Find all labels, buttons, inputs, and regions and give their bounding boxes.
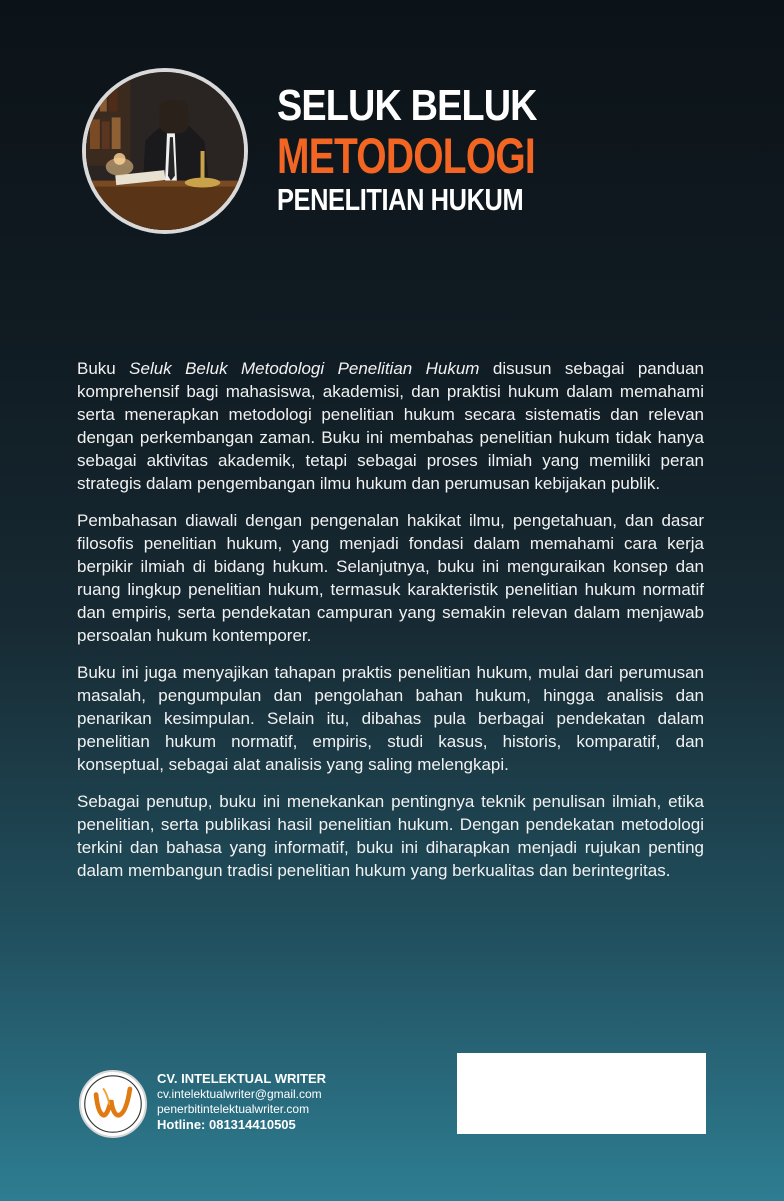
p1-lead: Buku — [77, 359, 130, 378]
book-description — [77, 357, 704, 896]
book-title — [277, 81, 537, 218]
title-line-2: METODOLOGI — [277, 128, 535, 184]
publisher-info — [157, 1071, 326, 1133]
publisher-email: cv.intelektualwriter@gmail.com — [157, 1087, 322, 1101]
publisher-logo-icon — [79, 1070, 147, 1138]
title-line-3: PENELITIAN HUKUM — [277, 182, 524, 217]
description-paragraph-3: Buku ini juga menyajikan tahapan praktis penelitian hukum, mulai dari perumusan masalah, pengumpulan dan pengolahan bahan hukum, hingga analisis dan penarikan kesimpulan. Selain itu, dibahas pula berbagai pendekatan dalam penelitian hukum normatif, empiris, studi kasus, historis, komparatif, dan konseptual, sebagai alat analisis yang saling melengkapi. — [77, 663, 704, 774]
description-paragraph-4: Sebagai penutup, buku ini menekankan pentingnya teknik penulisan ilmiah, etika penelitian, serta publikasi hasil penelitian hukum. Dengan pendekatan metodologi terkini dan bahasa yang informatif, buku ini diharapkan menjadi rujukan penting dalam membangun tradisi penelitian hukum yang berkualitas dan berintegritas. — [77, 792, 704, 880]
publisher-hotline: Hotline: 081314410505 — [157, 1117, 296, 1132]
publisher-name: CV. INTELEKTUAL WRITER — [157, 1071, 327, 1086]
description-paragraph-1 — [77, 357, 704, 495]
description-paragraph-2: Pembahasan diawali dengan pengenalan hakikat ilmu, pengetahuan, dan dasar filosofis penelitian hukum, yang menjadi fondasi dalam memahami cara kerja berpikir ilmiah di bidang hukum. Selanjutnya, buku ini menguraikan konsep dan ruang lingkup penelitian hukum, termasuk karakteristik penelitian hukum normatif dan empiris, serta pendekatan campuran yang semakin relevan dalam menjawab persoalan hukum kontemporer. — [77, 511, 704, 645]
cover-photo — [82, 68, 248, 234]
publisher-website: penerbitintelektualwriter.com — [157, 1102, 310, 1116]
book-title-italic: Seluk Beluk Metodologi Penelitian Hukum — [129, 359, 480, 378]
barcode-area — [457, 1053, 706, 1134]
title-line-1: SELUK BELUK — [277, 81, 537, 130]
p1-rest: disusun sebagai panduan komprehensif bagi mahasiswa, akademisi, dan praktisi hukum dalam memahami serta menerapkan metodologi penelitian hukum secara sistematis dan relevan dengan perkembangan zaman. Buku ini membahas penelitian hukum tidak hanya sebagai aktivitas akademik, tetapi sebagai proses ilmiah yang memiliki peran strategis dalam pengembangan ilmu hukum dan perumusan kebijakan publik. — [77, 359, 705, 493]
